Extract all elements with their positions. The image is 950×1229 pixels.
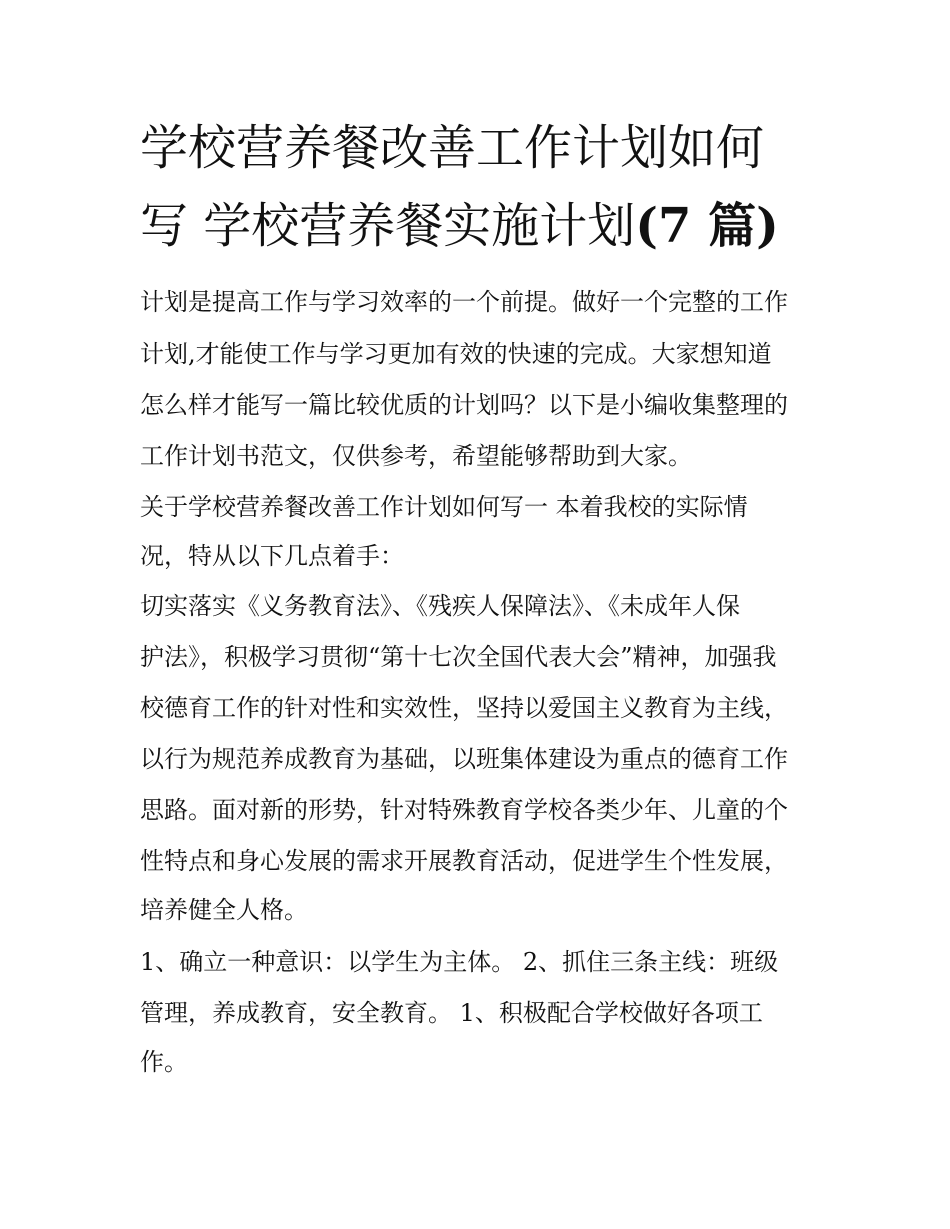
document-title-line-2-text: 写 学校营养餐实施计划 bbox=[140, 198, 636, 254]
body-line: 以行为规范养成教育为基础，以班集体建设为重点的德育工作 bbox=[140, 745, 788, 773]
body-line: 管理，养成教育，安全教育。 1、积极配合学校做好各项工 bbox=[140, 999, 763, 1027]
body-line: 作。 bbox=[140, 1048, 188, 1076]
body-line: 思路。面对新的形势，针对特殊教育学校各类少年、儿童的个 bbox=[140, 796, 788, 824]
document-title-line-2-suffix: (7 篇) bbox=[635, 198, 779, 254]
body-line: 校德育工作的针对性和实效性，坚持以爱国主义教育为主线， bbox=[140, 694, 788, 722]
body-line: 计划是提高工作与学习效率的一个前提。做好一个完整的工作 bbox=[140, 288, 788, 316]
body-line: 护法》，积极学习贯彻“第十七次全国代表大会”精神，加强我 bbox=[140, 643, 777, 671]
document-title-line-2 bbox=[140, 196, 820, 256]
body-line: 计划,才能使工作与学习更加有效的快速的完成。大家想知道 bbox=[140, 340, 772, 368]
body-line: 性特点和身心发展的需求开展教育活动，促进学生个性发展， bbox=[140, 847, 788, 875]
body-line: 切实落实《义务教育法》、《残疾人保障法》、《未成年人保 bbox=[140, 592, 740, 620]
body-line: 况，特从以下几点着手： bbox=[140, 542, 404, 570]
body-line: 关于学校营养餐改善工作计划如何写一 本着我校的实际情 bbox=[140, 493, 748, 521]
body-line: 1、确立一种意识：以学生为主体。 2、抓住三条主线：班级 bbox=[140, 948, 779, 976]
document-title-line-1: 学校营养餐改善工作计划如何 bbox=[140, 120, 765, 176]
body-line: 培养健全人格。 bbox=[140, 896, 308, 924]
body-line: 怎么样才能写一篇比较优质的计划吗？以下是小编收集整理的 bbox=[140, 391, 788, 419]
body-line: 工作计划书范文，仅供参考，希望能够帮助到大家。 bbox=[140, 442, 692, 470]
